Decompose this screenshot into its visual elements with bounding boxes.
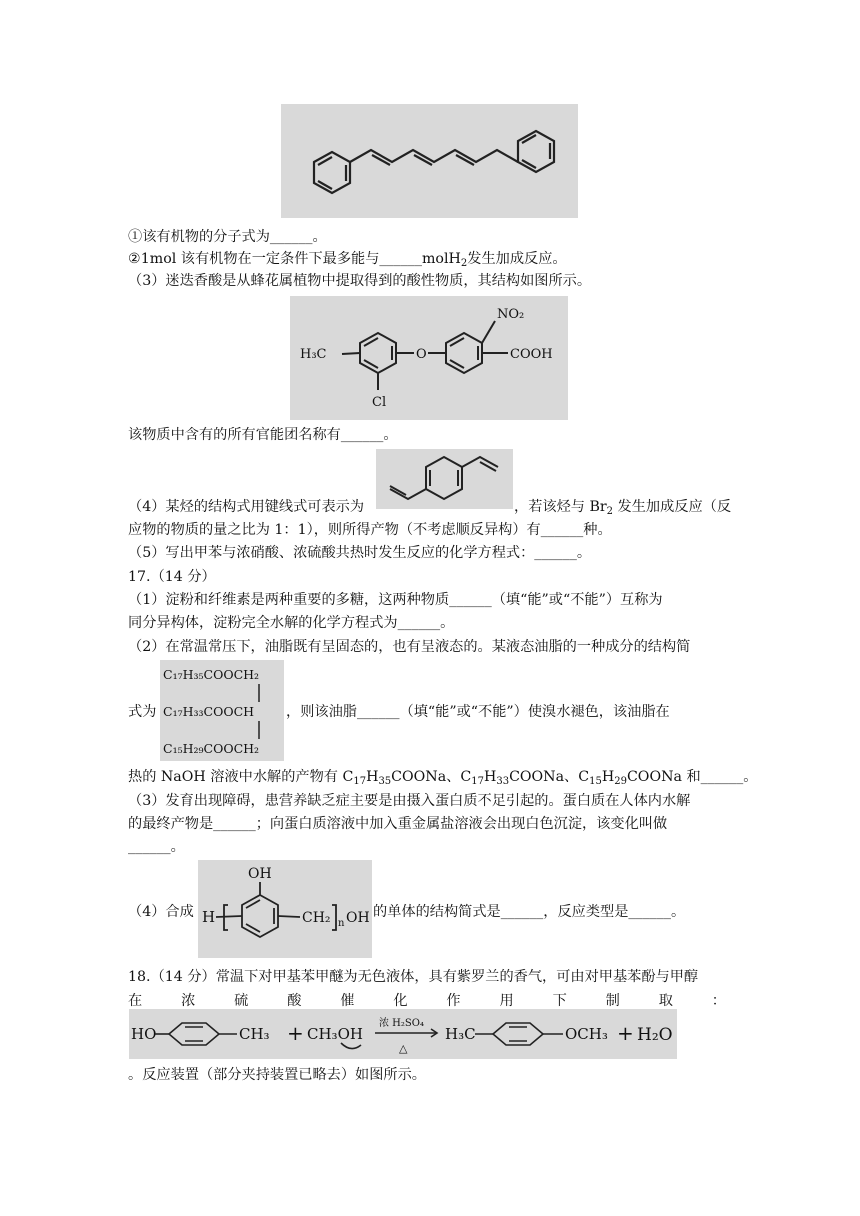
poly-n: n [338,918,345,929]
eq-condition-top: 浓 H₂SO₄ [379,1018,424,1029]
q16-2-ii: ②1mol 该有机物在一定条件下最多能与______molH$_2$发生加成反应。 [128,251,567,269]
q16-4-c: 应物的物质的量之比为 1：1），则所得产物（不考虑顺反异构）有______种。 [128,522,612,538]
q16-3: （3）迷迭香酸是从蜂花属植物中提取得到的酸性物质，其结构如图所示。 [128,273,592,289]
eq-ch3-left: CH₃ [239,1025,270,1043]
q17-2-b: 式为 [128,704,157,720]
eq-condition-bottom: △ [399,1042,408,1055]
q16-4-a: （4）某烃的结构式用键线式可表示为 [128,499,365,515]
fat-row-3: C₁₅H₂₉COOCH₂ [163,741,260,756]
no2-label: NO₂ [497,307,525,322]
q17-2-a: （2）在常温常压下，油脂既有呈固态的，也有呈液态的。某液态油脂的一种成分的结构简 [128,639,691,655]
eq-h2o: H₂O [637,1025,673,1045]
acid-structure-image [290,296,568,420]
q16-4-b: ，若该烃与 $Br_2$ 发生加成反应（反 [514,499,732,517]
diphenylhexatriene-structure-image [281,104,578,218]
q17-4-a: （4）合成 [128,904,194,920]
q16-3-question: 该物质中含有的所有官能团名称有______。 [128,427,398,443]
q17-heading: 17.（14 分） [128,569,216,585]
poly-oh-top: OH [248,866,272,882]
q17-3-a: （3）发育出现障碍，患营养缺乏症主要是由摄入蛋白质不足引起的。蛋白质在人体内水解 [128,793,691,809]
q17-2-d: 热的 NaOH 溶液中水解的产物有 $C_{17}H_{35}COONa$、$C_{17}H_{33}COONa$、$C_{15}H_{29}COONa$ 和______。 [128,769,758,787]
eq-plus-1: + [287,1021,304,1045]
fat-row-1: C₁₇H₃₅COOCH₂ [163,667,260,682]
q18-2: 在浓硫酸催化作用下制取： [128,993,726,1009]
q18-3: 。反应装置（部分夹持装置已略去）如图所示。 [128,1067,426,1083]
poly-oh-end: OH [346,910,370,926]
eq-och3: OCH₃ [565,1025,608,1043]
eq-h3c: H₃C [445,1025,476,1043]
cl-label: Cl [372,395,387,410]
q17-1-b: 同分异构体，淀粉完全水解的化学方程式为______。 [128,615,455,631]
fat-row-2: C₁₇H₃₃COOCH [163,704,255,719]
q17-1-a: （1）淀粉和纤维素是两种重要的多糖，这两种物质______（填“能”或“不能”）互称为 [128,592,663,608]
eq-plus-2: + [617,1021,634,1045]
q16-5: （5）写出甲苯与浓硝酸、浓硫酸共热时发生反应的化学方程式：______。 [128,545,592,561]
fat-structure-image [160,660,284,761]
eq-ch3oh: CH₃OH [307,1025,363,1043]
cooh-label: COOH [510,347,553,362]
eq-ho: HO [131,1025,157,1043]
h3c-label: H₃C [300,347,327,362]
poly-h: H [202,908,216,926]
q16-2-i: ①该有机物的分子式为______。 [128,229,327,245]
q17-4-b: 的单体的结构简式是______，反应类型是______。 [373,904,686,920]
poly-ch2: CH₂ [302,910,331,926]
q17-3-b: 的最终产物是______；向蛋白质溶液中加入重金属盐溶液会出现白色沉淀，该变化叫做 [128,816,668,832]
q17-3-c: ______。 [128,839,185,855]
phenolic-resin-image [198,860,372,958]
oxygen-label: O [416,347,427,362]
reaction-equation-image [129,1009,677,1059]
q17-2-c: ，则该油脂______（填“能”或“不能”）使溴水褪色，该油脂在 [286,704,670,720]
q18-1: 18.（14 分）常温下对甲基苯甲醚为无色液体，具有紫罗兰的香气，可由对甲基苯酚与甲醇 [128,969,699,985]
